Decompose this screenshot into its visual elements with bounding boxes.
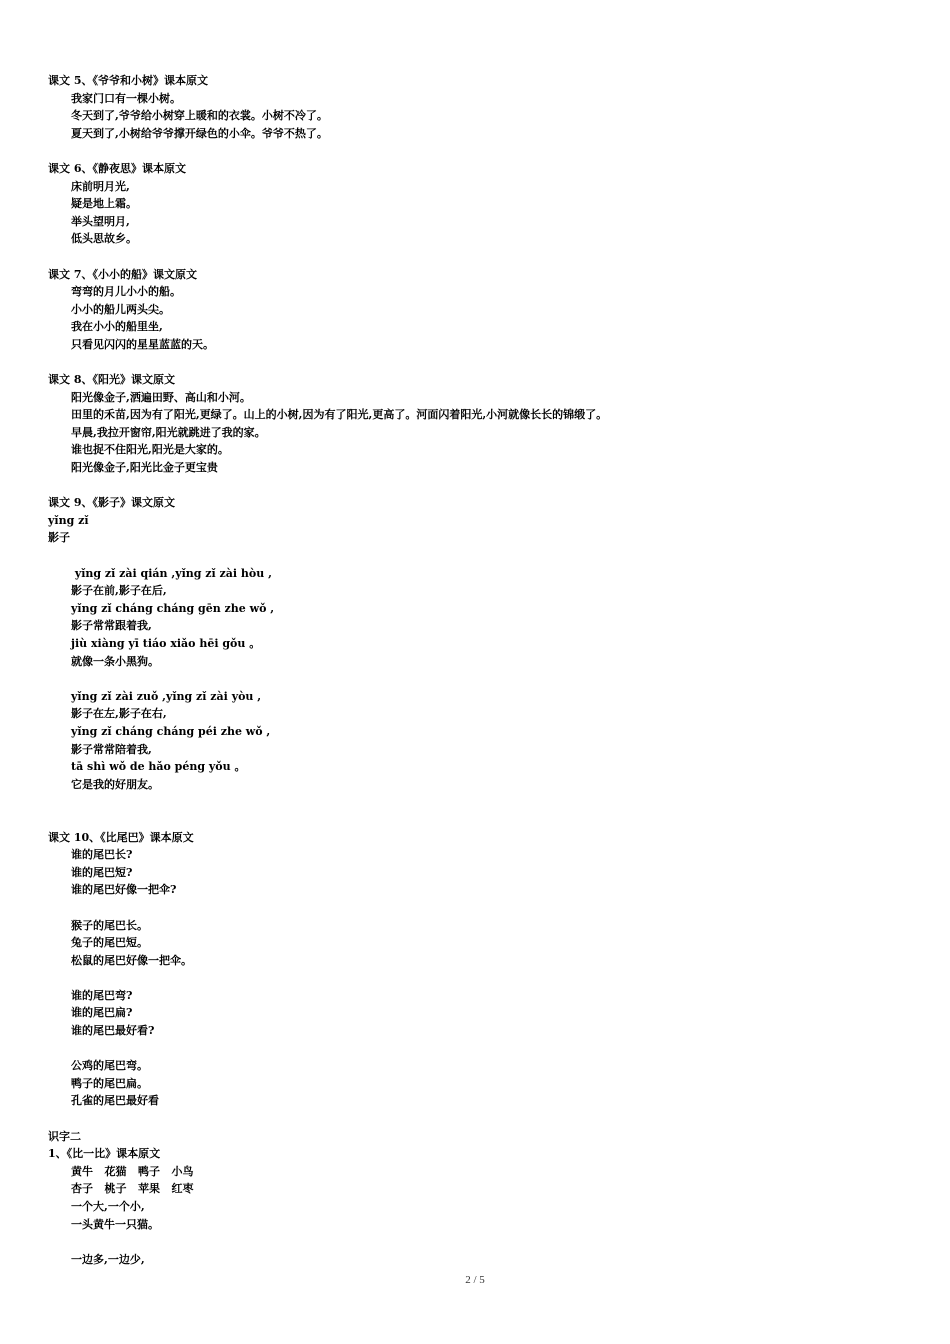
text-line: 谁的尾巴短? bbox=[71, 865, 133, 879]
text-line: 影子常常跟着我, bbox=[71, 619, 152, 633]
section-heading: 课文 8、《阳光》课文原文 bbox=[48, 373, 175, 387]
text-line: 夏天到了,小树给爷爷撑开绿色的小伞。爷爷不热了。 bbox=[71, 126, 328, 140]
section-heading: 课文 9、《影子》课文原文 bbox=[48, 496, 175, 510]
text-line: 影子在前,影子在后, bbox=[71, 584, 167, 598]
blank-line bbox=[0, 477, 950, 495]
text-line: 就像一条小黑狗。 bbox=[71, 654, 159, 668]
text-line: 冬天到了,爷爷给小树穿上暖和的衣裳。小树不冷了。 bbox=[71, 109, 328, 123]
text-line: yǐng zǐ zài qián ,yǐng zǐ zài hòu , bbox=[71, 566, 272, 580]
text-line: 孔雀的尾巴最好看 bbox=[71, 1094, 159, 1108]
text-line: tā shì wǒ de hǎo péng yǒu 。 bbox=[71, 760, 246, 774]
section-heading: 课文 6、《静夜思》课本原文 bbox=[48, 161, 186, 175]
text-line: 谁的尾巴扁? bbox=[71, 1006, 133, 1020]
text-line: 我在小小的船里坐, bbox=[71, 320, 163, 334]
blank-line bbox=[0, 1110, 950, 1128]
text-line: 猴子的尾巴长。 bbox=[71, 918, 148, 932]
text-line: 床前明月光, bbox=[71, 179, 130, 193]
text-line: 阳光像金子,阳光比金子更宝贵 bbox=[71, 461, 218, 475]
text-line: jiù xiàng yī tiáo xiǎo hēi gǒu 。 bbox=[71, 637, 261, 650]
text-line: 阳光像金子,洒遍田野、高山和小河。 bbox=[71, 390, 251, 404]
text-line: 一边多,一边少, bbox=[71, 1252, 145, 1266]
section-heading: 影子 bbox=[48, 531, 70, 545]
text-line: 鸭子的尾巴扁。 bbox=[71, 1076, 148, 1090]
blank-line bbox=[0, 670, 950, 688]
text-line: 只看见闪闪的星星蓝蓝的天。 bbox=[71, 337, 214, 351]
blank-line bbox=[0, 1233, 950, 1251]
section-heading: yǐng zǐ bbox=[48, 513, 89, 527]
blank-line bbox=[0, 354, 950, 372]
text-line: yǐng zǐ cháng cháng gēn zhe wǒ , bbox=[71, 601, 275, 615]
text-line: 杏子 桃子 苹果 红枣 bbox=[71, 1182, 194, 1196]
page-number: 2 / 5 bbox=[465, 1274, 485, 1286]
text-line: 谁的尾巴最好看? bbox=[71, 1024, 155, 1038]
text-line: 低头思故乡。 bbox=[71, 232, 137, 246]
section-heading: 课文 10、《比尾巴》课本原文 bbox=[48, 830, 194, 844]
blank-line bbox=[0, 547, 950, 565]
text-line: 早晨,我拉开窗帘,阳光就跳进了我的家。 bbox=[71, 425, 266, 439]
text-line: 弯弯的月儿小小的船。 bbox=[71, 285, 181, 299]
text-line: 松鼠的尾巴好像一把伞。 bbox=[71, 953, 192, 967]
text-line: 兔子的尾巴短。 bbox=[71, 936, 148, 950]
text-line: 谁的尾巴弯? bbox=[71, 988, 133, 1002]
text-line: 它是我的好朋友。 bbox=[71, 777, 159, 791]
blank-line bbox=[0, 899, 950, 917]
text-line: 影子常常陪着我, bbox=[71, 742, 152, 756]
text-line: 公鸡的尾巴弯。 bbox=[71, 1059, 148, 1073]
text-line: 一个大,一个小, bbox=[71, 1200, 145, 1213]
section-heading: 1、《比一比》课本原文 bbox=[48, 1147, 161, 1161]
text-line: 举头望明月, bbox=[71, 214, 130, 228]
text-line: 谁的尾巴长? bbox=[71, 848, 133, 862]
text-line: 影子在左,影子在右, bbox=[71, 707, 167, 721]
blank-line bbox=[0, 793, 950, 811]
blank-line bbox=[0, 969, 950, 987]
text-line: 谁也捉不住阳光,阳光是大家的。 bbox=[71, 443, 229, 457]
blank-line bbox=[0, 1040, 950, 1058]
text-line: 谁的尾巴好像一把伞? bbox=[71, 883, 177, 897]
document-body bbox=[0, 72, 950, 1268]
blank-line bbox=[0, 811, 950, 829]
text-line: 一头黄牛一只猫。 bbox=[71, 1217, 159, 1231]
text-line: 黄牛 花猫 鸭子 小鸟 bbox=[71, 1164, 194, 1178]
text-line: 疑是地上霜。 bbox=[71, 197, 137, 211]
text-line: yǐng zǐ zài zuǒ ,yǐng zǐ zài yòu , bbox=[71, 689, 262, 703]
section-heading: 识字二 bbox=[48, 1129, 81, 1143]
blank-line bbox=[0, 248, 950, 266]
text-line: 田里的禾苗,因为有了阳光,更绿了。山上的小树,因为有了阳光,更高了。河面闪着阳光,小河就像长长的锦缎了。 bbox=[71, 408, 608, 422]
text-line: yǐng zǐ cháng cháng péi zhe wǒ , bbox=[71, 724, 271, 738]
text-line: 我家门口有一棵小树。 bbox=[71, 91, 181, 105]
text-line: 小小的船儿两头尖。 bbox=[71, 302, 170, 316]
blank-line bbox=[0, 142, 950, 160]
section-heading: 课文 7、《小小的船》课文原文 bbox=[48, 267, 197, 281]
section-heading: 课文 5、《爷爷和小树》课本原文 bbox=[48, 74, 208, 87]
